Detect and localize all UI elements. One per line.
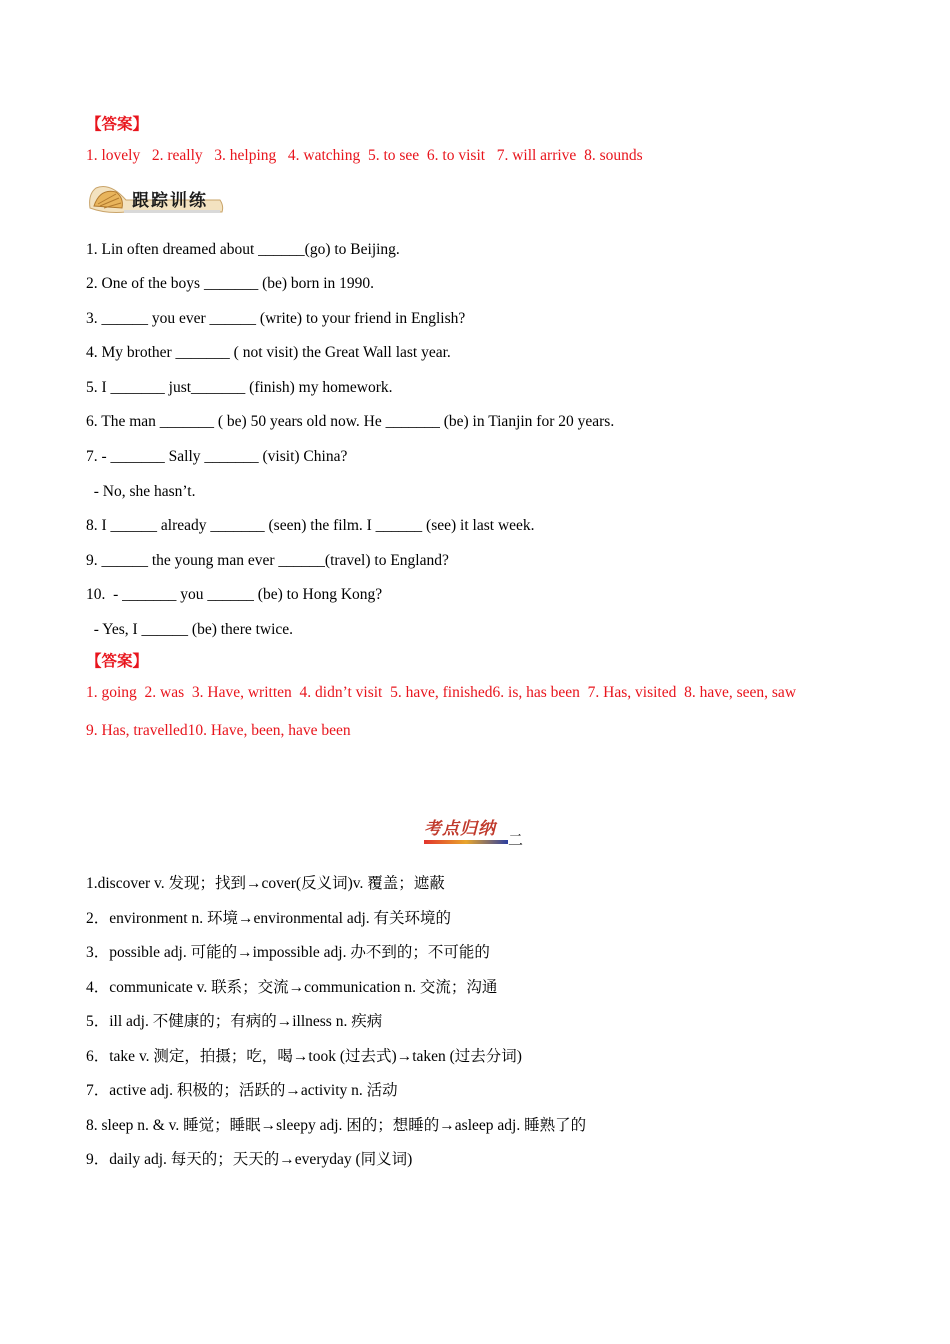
exercise-10-reply: - Yes, I ______ (be) there twice. (86, 621, 294, 638)
vocab-9: 9．daily adj. 每天的；天天的→everyday (同义词) (86, 1151, 413, 1168)
vocab-8: 8. sleep n. & v. 睡觉；睡眠→sleepy adj. 困的；想睡的→asleep adj. 睡熟了的 (86, 1117, 587, 1134)
exercise-7-reply: - No, she hasn’t. (86, 483, 196, 500)
answer-text-2b: 9. Has, travelled10. Have, been, have been (86, 722, 351, 739)
exercise-9: 9. ______ the young man ever ______(travel) to England? (86, 552, 449, 569)
vocab-4: 4．communicate v. 联系；交流→communication n. 交流；沟通 (86, 979, 498, 996)
vocab-6: 6．take v. 测定，拍摄；吃，喝→took (过去式)→taken (过去分词) (86, 1048, 522, 1065)
exercise-1: 1. Lin often dreamed about ______(go) to Beijing. (86, 241, 400, 258)
exercise-10: 10. - _______ you ______ (be) to Hong Kong? (86, 586, 383, 603)
exercise-6: 6. The man _______ ( be) 50 years old now. He _______ (be) in Tianjin for 20 years. (86, 413, 615, 430)
section-number: 二 (508, 831, 524, 849)
section-heading: 考点归纳 (424, 819, 496, 839)
exercise-3: 3. ______ you ever ______ (write) to your friend in English? (86, 310, 466, 327)
exercise-8: 8. I ______ already _______ (seen) the film. I ______ (see) it last week. (86, 517, 535, 534)
exercise-2: 2. One of the boys _______ (be) born in 1990. (86, 275, 374, 292)
section-banner (86, 178, 226, 218)
heading-underline (424, 840, 508, 844)
vocab-2: 2．environment n. 环境→environmental adj. 有关环境的 (86, 910, 452, 927)
exercise-4: 4. My brother _______ ( not visit) the Great Wall last year. (86, 344, 451, 361)
exercise-7: 7. - _______ Sally _______ (visit) China? (86, 448, 348, 465)
answer-label-2: 【答案】 (86, 652, 149, 670)
answer-text: 1. lovely 2. really 3. helping 4. watching 5. to see 6. to visit 7. will arrive 8. sounds (86, 147, 643, 164)
answer-label: 【答案】 (86, 115, 149, 133)
vocab-7: 7．active adj. 积极的；活跃的→activity n. 活动 (86, 1082, 398, 1099)
banner-title: 跟踪训练 (132, 191, 208, 211)
answer-text-2a: 1. going 2. was 3. Have, written 4. didn’t visit 5. have, finished6. is, has been 7. Has, visited 8. have, seen, saw (86, 684, 797, 701)
vocab-5: 5．ill adj. 不健康的；有病的→illness n. 疾病 (86, 1013, 383, 1030)
exercise-5: 5. I _______ just_______ (finish) my homework. (86, 379, 393, 396)
vocab-3: 3．possible adj. 可能的→impossible adj. 办不到的；不可能的 (86, 944, 490, 961)
vocab-1: 1.discover v. 发现；找到→cover(反义词)v. 覆盖；遮蔽 (86, 875, 445, 892)
